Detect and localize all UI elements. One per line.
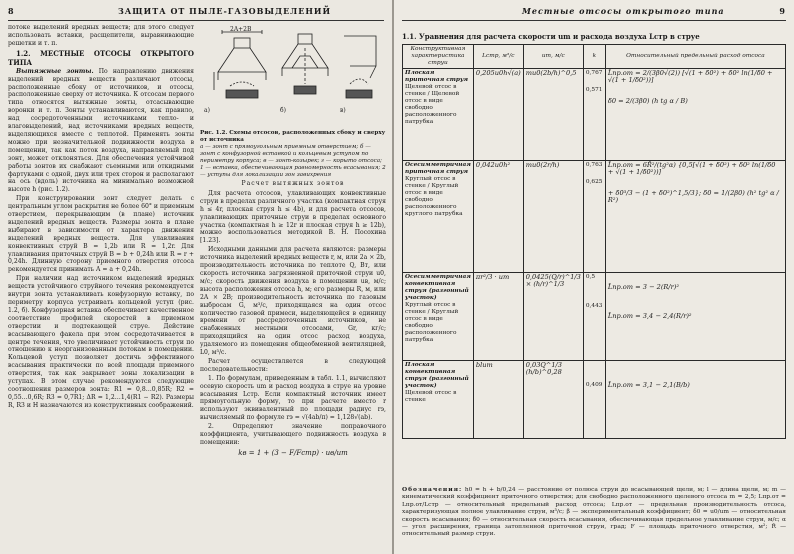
row-label-cell bbox=[403, 361, 474, 439]
caption-text: а — зонт с прямоугольным приемным отверстием; б — зонт с конфузорной вставкой и кольцевым уступом по периметру корпуса; в — зонт-козырек; г — корыто отсоса; 1 — вставка, обеспечивающая равномерность всасывания; 2 — уступы для локализации зон завихрения bbox=[200, 144, 386, 178]
figure-label-a: а) bbox=[204, 107, 210, 114]
column-header: um, м/с bbox=[523, 45, 583, 69]
paragraph: Исходными данными для расчета являются: размеры источника выделений вредных веществ r, м, или 2a × 2b, производительность источника по теплоте Q, Вт, или скорость источника загрязненной приточной струи u0, м/с; скорость движения воздуха в помещении uв, м/с; высота расположения отсоса h, м; его размеры R, м, или 2A × 2B; производительность источника по газовым выбросам G, м³/с, приходящаяся на один отсос количество газовой примеси, выделяющейся в единицу времени от рассредоточенных источников, не снабженных местными отсосами, Gr, кг/с; приходящийся на один отсос расход воздуха, удаляемого из помещения общеобменной вентиляцией, L0, м³/с. bbox=[200, 246, 386, 357]
row-name: Осесимметричная приточная струя bbox=[405, 162, 471, 175]
column-header: Конструктивная характеристика струи bbox=[403, 45, 474, 69]
figure-label-v: в) bbox=[340, 107, 346, 114]
figure-1-2 bbox=[200, 26, 386, 126]
column-header: k bbox=[583, 45, 605, 69]
table-row bbox=[403, 361, 786, 439]
paragraph-text: По направлению движения выделений вредных веществ различают отсосы, расположенные сбоку от источников, и отсосы, расположенные сверху от источника. К отсосам первого типа относятся вытяжные зонты, отсасывающие воронки и т. п. Зонты устанавливаются, как правило, над сосредоточенными источниками тепло- и влаговыделений, над источниками вредных веществ, выделяющихся вместе с теплотой. Применять зонты можно при незначительной подвижности воздуха в помещении, так как поток воздуха, направляемый под зонт, может отклоняться. Для обеспечения устойчивой работы зонтов их снабжают съемными или откидными фартуками с одной, двух или трех сторон и располагают на ось (вдоль) источника на минимально возможной высоте h (рис. 1.2). bbox=[8, 67, 194, 194]
k-cell bbox=[583, 273, 605, 361]
table-row bbox=[403, 161, 786, 273]
relative-flow-cell bbox=[605, 361, 785, 439]
left-page-number: 8 bbox=[8, 6, 15, 16]
k-value: 0,571 bbox=[585, 87, 603, 93]
formula: L̄пр.от = 3,1 − 2,1(B/b) bbox=[607, 381, 690, 389]
hood-diagram bbox=[200, 26, 386, 126]
relative-flow-cell bbox=[605, 273, 785, 361]
paragraph: При конструировании зонт следует делать с центральным углом раскрытия не более 60° и приемным отверстием, перекрывающим (в плане) источник выделений вредных веществ. Размеры зонта в плане выбирают в зависимости от характера движения выделений вредных веществ. Для улавливания конвективных струй B = 1,2b или R = 1,2r. Для улавливания приточных струй B = b + 0,24h или R = r + 0,24h. Длинную сторону приемного отверстия отсоса рекомендуется принимать A = a + 0,24h. bbox=[8, 195, 194, 274]
paragraph: При наличии над источником выделений вредных веществ устойчивого струйного течения рекомендуется внутри зонта устанавливать конфузорную вставку, по периметру корпуса устраивать кольцевой уступ (рис. 1.2, б). Конфузорная вставка обеспечивает качественное соответствие профилей скоростей в приемном отверстии и подтекающей струе. Действие всасывающего факела при этом сосредотачивается в центре течения, что увеличивает устойчивость струи по отношению к неорганизованным потокам в помещении. Кольцевой уступ позволяет достичь эффективного всасывания практически по всей площади приемного отверстия, так как закрывает зоны локализации в уступах. В этом случае рекомендуются следующие соотношения размеров зонта: R1 = 0,8…0,85R; R2 = 0,55…0,6R; R3 = 0,7R1; ΔR = 1,2…1,4(R1 − R2). Размеры R, R3 и H назначаются из конструктивных соображений. bbox=[8, 275, 194, 409]
relative-flow-cell bbox=[605, 69, 785, 161]
notes-lead: Обозначения: bbox=[402, 486, 463, 493]
paragraph: 2. Определяют значение поправочного коэффициента, учитывающего подвижность воздуха в помещении: bbox=[200, 423, 386, 446]
right-page bbox=[394, 0, 794, 554]
um-cell: 0,03Q^1/3 (h/b)^0,28 bbox=[523, 361, 583, 439]
figure-label-b: б) bbox=[280, 107, 286, 114]
k-value: 0,767 bbox=[585, 70, 603, 76]
row-name: Плоская приточная струя bbox=[405, 70, 469, 83]
left-column-1 bbox=[8, 24, 194, 411]
dimension-label: 2A+2B bbox=[230, 26, 252, 33]
formula-table bbox=[402, 44, 786, 439]
row-desc: Щелевой отсос в стенке bbox=[405, 390, 457, 403]
lstr-cell: πr²/3 · um bbox=[473, 273, 523, 361]
lstr-cell: 0,205u0h√(a) bbox=[473, 69, 523, 161]
column-header: Lстр, м³/с bbox=[473, 45, 523, 69]
table-row bbox=[403, 273, 786, 361]
row-desc: Щелевой отсос в стенке / Щелевой отсос в виде свободно расположенного патрубка bbox=[405, 84, 460, 125]
table-header-row bbox=[403, 45, 786, 69]
left-column-2 bbox=[200, 180, 386, 459]
um-cell: mu0(2r/h) bbox=[523, 161, 583, 273]
formula-kv: kв = 1 + (3 − F/Fстр) · uв/um bbox=[238, 448, 348, 457]
subheading: Расчет вытяжных зонтов bbox=[241, 180, 345, 187]
row-desc: Круглый отсос в стенке / Круглый отсос в виде свободно расположенного круглого патрубка bbox=[405, 176, 463, 217]
notes-text: h0 = h + b/0,24 — расстояние от полюса струи до всасывающей щели, м; l — длина щели, м; m — кинематический коэффициент приточного отверстия; для свободно расположенного щелевого отсоса m = 2,5; Lпр.от = Lпр.от/Lстр — относительный предельный расход отсоса; Lпр.от — предельная производительность отсоса, характеризующая полное улавливание струи, м³/с; β — экспериментальный коэффициент; δ0 = u0/um — относительная скорость всасывания; δ̄0 — относительная скорость всасывания, обеспечивающая предельное улавливание струи, м/с; α — угол расширения, граница затопленной приточной струи, град; F — площадь приточного отверстия, м²; R̄ — относительный размер струи. bbox=[402, 487, 786, 538]
formula: + δ̄0³/3 − (1 + δ̄0²)^1,5/3}; δ̄0 = 1/(2β0) (h² tg² α / R²) bbox=[607, 189, 779, 204]
lstr-cell: 0,042u0h² bbox=[473, 161, 523, 273]
k-cell bbox=[583, 161, 605, 273]
left-page-header bbox=[8, 6, 384, 21]
lstr-cell: blum bbox=[473, 361, 523, 439]
figure-caption bbox=[200, 130, 386, 179]
row-desc: Круглый отсос в стенке / Круглый отсос в виде свободно расположенного патрубка bbox=[405, 302, 459, 343]
um-cell: mu0(2b/h)^0,5 bbox=[523, 69, 583, 161]
right-page-number: 9 bbox=[779, 6, 786, 16]
table-row bbox=[403, 69, 786, 161]
paragraph: Расчет осуществляется в следующей последовательности: bbox=[200, 357, 386, 373]
left-running-title: ЗАЩИТА ОТ ПЫЛЕ-ГАЗОВЫДЕЛЕНИЙ bbox=[118, 6, 332, 16]
right-page-header bbox=[402, 6, 786, 21]
k-cell bbox=[583, 361, 605, 439]
paragraph bbox=[8, 68, 194, 195]
left-page bbox=[0, 0, 392, 554]
formula: L̄пр.от = 3 − 2(R/r)² bbox=[607, 283, 679, 291]
k-value: 0,409 bbox=[585, 382, 603, 388]
table-title: 1.1. Уравнения для расчета скорости um и расхода воздуха Lстр в струе bbox=[402, 32, 700, 41]
k-value: 0,763 bbox=[585, 162, 603, 168]
formula: L̄пр.от = 2/(3β0√(2)) [√(1 + δ̄0²) + δ̄0² ln(1/δ̄0 + √(1 + 1/δ̄0²))] bbox=[607, 69, 773, 84]
paragraph: Для расчета отсосов, улавливающих конвективные струи в пределах различного участка (компактная струя h ≤ 4r, плоская струя h ≤ 4b), и для расчета отсосов, улавливающих приточные струи в пределах основного участка (компактная h ≥ 12r и плоская струя h ≥ 12b), можно воспользоваться методикой В. Н. Посохина [1.23]. bbox=[200, 189, 386, 245]
k-value: 0,5 bbox=[585, 274, 596, 280]
column-header: Относительный предельный расход отсоса bbox=[605, 45, 785, 69]
k-value: 0,625 bbox=[585, 179, 603, 185]
paragraph: 1. По формулам, приведенным в табл. 1.1, вычисляют осевую скорость um и расход воздуха в струе на уровне всасывания Lстр. Если компактный источник имеет прямоугольную форму, то при расчете вместо r используют эквивалентный по площади радиус rэ, вычисляемый по формуле rэ = √(4ab/π) = 1,128√(ab). bbox=[200, 374, 386, 422]
formula: L̄пр.от = 3,4 − 2,4(R/r)² bbox=[607, 312, 692, 320]
notation-notes bbox=[402, 486, 786, 539]
paragraph-lead: Вытяжные зонты. bbox=[16, 67, 94, 75]
row-name: Плоская конвективная струя (разгонный участок) bbox=[405, 362, 469, 389]
relative-flow-cell bbox=[605, 161, 785, 273]
k-cell bbox=[583, 69, 605, 161]
row-label-cell bbox=[403, 161, 474, 273]
formula: δ̄0 = 2/(3β0) (h tg α / B) bbox=[607, 97, 688, 105]
intro-text: потоке выделений вредных веществ; для этого следует использовать вставки, расщепители, выравнивающие решетки и т. п. bbox=[8, 24, 194, 47]
row-label-cell bbox=[403, 273, 474, 361]
k-value: 0,443 bbox=[585, 303, 603, 309]
row-name: Осесимметричная конвективная струя (разгонный участок) bbox=[405, 274, 471, 301]
caption-title: Рис. 1.2. Схемы отсосов, расположенных сбоку и сверху от источника bbox=[200, 130, 386, 143]
um-cell: 0,0425(Q/r)^1/3 × (h/r)^1/3 bbox=[523, 273, 583, 361]
right-running-title: Местные отсосы открытого типа bbox=[522, 6, 725, 16]
section-title: 1.2. МЕСТНЫЕ ОТСОСЫ ОТКРЫТОГО ТИПА bbox=[8, 48, 194, 67]
row-label-cell bbox=[403, 69, 474, 161]
formula: L̄пр.от = 6R̄²/(tg²α) {0,5[√(1 + δ̄0²) + δ̄0² ln(1/δ̄0 + √(1 + 1/δ̄0²))] bbox=[607, 161, 776, 176]
